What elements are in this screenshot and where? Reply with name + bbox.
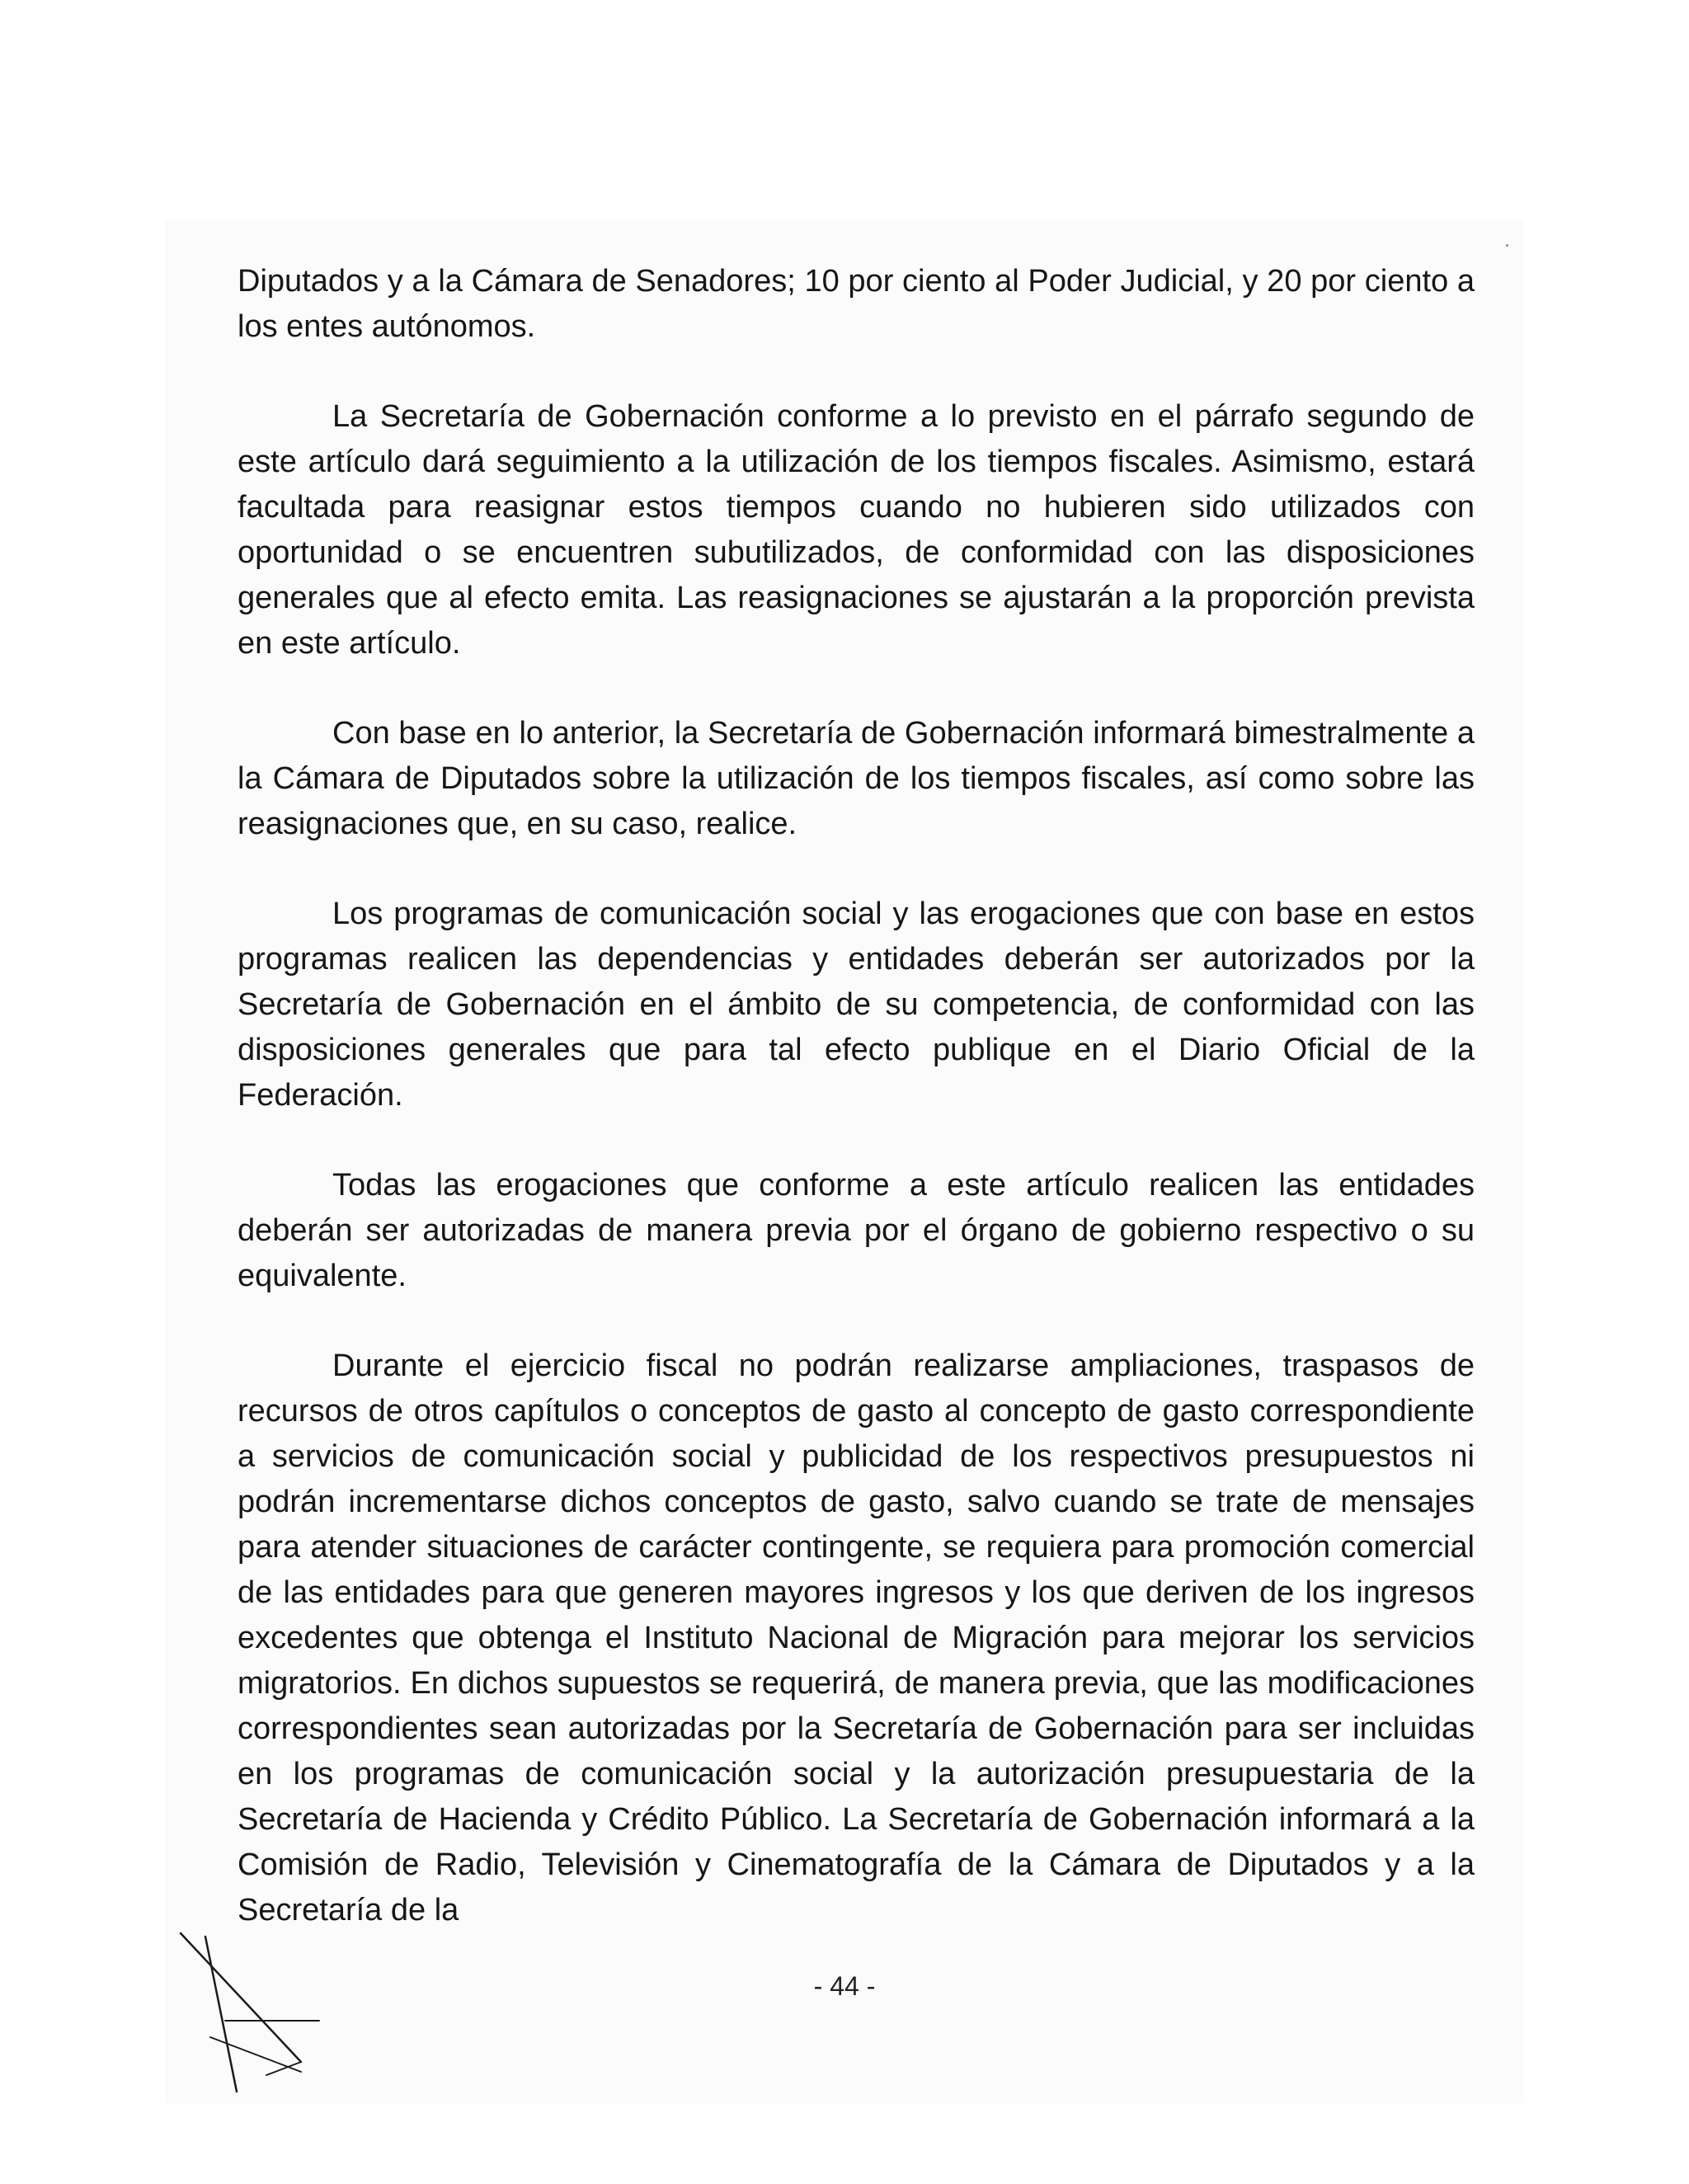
paragraph-2: La Secretaría de Gobernación conforme a lo previsto en el párrafo segundo de este artículo dará seguimiento a la utilización de los tiempos fiscales. Asimismo, estará facultada para reasignar estos tiempos cuando no hubieren sido utilizados con oportunidad o se encuentren subutilizados, de conformidad con las disposiciones generales que al efecto emita. Las reasignaciones se ajustarán a la proporción prevista en este artículo. (238, 399, 1475, 661)
paragraph-3: Con base en lo anterior, la Secretaría de Gobernación informará bimestralmente a la Cámara de Diputados sobre la utilización de los tiempos fiscales, así como sobre las reasignaciones que, en su caso, realice. (238, 716, 1475, 841)
paragraph-1: Diputados y a la Cámara de Senadores; 10 por ciento al Poder Judicial, y 20 por ciento a los entes autónomos. (238, 264, 1475, 344)
paragraph-5: Todas las erogaciones que conforme a este artículo realicen las entidades deberán ser autorizadas de manera previa por el órgano de gobierno respectivo o su equivalente. (238, 1168, 1475, 1293)
page-number: - 44 - (813, 1971, 876, 2001)
document-body (238, 259, 1475, 1978)
signature-icon (177, 1930, 326, 2095)
paragraph-4: Los programas de comunicación social y las erogaciones que con base en estos programas realicen las dependencias y entidades deberán ser autorizados por la Secretaría de Gobernación en el ámbito de su competencia, de conformidad con las disposiciones generales que para tal efecto publique en el Diario Oficial de la Federación. (238, 897, 1475, 1113)
scan-speck (1506, 244, 1508, 247)
paragraph-6: Durante el ejercicio fiscal no podrán realizarse ampliaciones, traspasos de recursos de otros capítulos o conceptos de gasto al concepto de gasto correspondiente a servicios de comunicación social y publicidad de los respectivos presupuestos ni podrán incrementarse dichos conceptos de gasto, salvo cuando se trate de mensajes para atender situaciones de carácter contingente, se requiera para promoción comercial de las entidades para que generen mayores ingresos y los que deriven de los ingresos excedentes que obtenga el Instituto Nacional de Migración para mejorar los servicios migratorios. En dichos supuestos se requerirá, de manera previa, que las modificaciones correspondientes sean autorizadas por la Secretaría de Gobernación para ser incluidas en los programas de comunicación social y la autorización presupuestaria de la Secretaría de Hacienda y Crédito Público. La Secretaría de Gobernación informará a la Comisión de Radio, Televisión y Cinematografía de la Cámara de Diputados y a la Secretaría de la (238, 1349, 1475, 1927)
